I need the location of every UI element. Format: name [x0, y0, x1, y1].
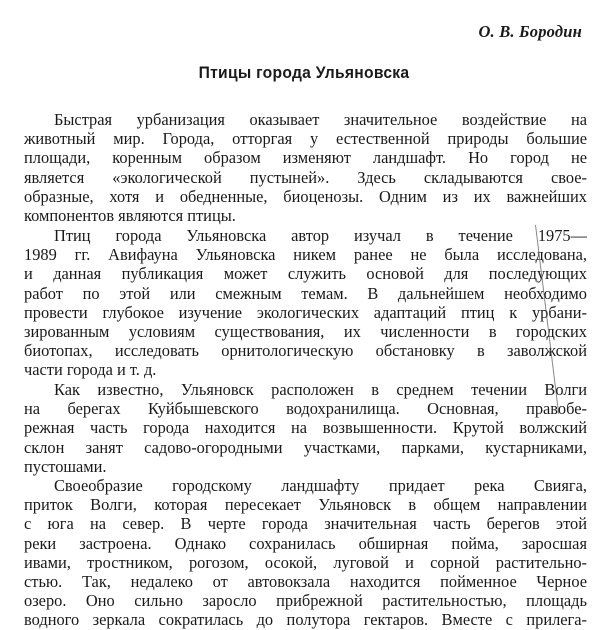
text-line: приток Волги, которая пересекает Ульяновск в общем направлении — [24, 495, 587, 515]
text-line: компонентов являются птицы. — [24, 205, 236, 225]
text-line: пустошами. — [24, 456, 107, 476]
author-name: О. В. Бородин — [478, 22, 582, 41]
text-line: стью. Так, недалеко от автовокзала находится пойменное Черное — [24, 571, 587, 591]
text-line: склон занят садово-огородными участками, парками, кустарниками, — [24, 437, 587, 457]
text-line: ивами, тростником, рогозом, осокой, луговой и сорной растительно- — [24, 552, 587, 572]
text-line: озеро. Оно сильно заросло прибрежной растительностью, площадь — [24, 591, 587, 611]
text-line: части города и т. д. — [24, 360, 157, 380]
text-line: режная часть города находится на возвышенности. Крутой волжский — [24, 418, 587, 438]
article-title: Птицы города Ульяновска — [198, 63, 410, 82]
text-line: биотопах, исследовать орнитологическую обстановку в заволжской — [24, 341, 587, 361]
text-line: образные, хотя и обедненные, биоценозы. Одним из их важнейших — [24, 186, 587, 206]
text-line: Своеобразие городскому ландшафту придает река Свияга, — [54, 476, 587, 495]
text-line: 1989 гг. Авифауна Ульяновска никем ранее не была исследована, — [24, 245, 587, 265]
text-line: является «экологической пустыней». Здесь складываются свое- — [24, 167, 587, 187]
text-line: водного зеркала сократилась до полутора гектаров. Вместе с прилега- — [24, 610, 587, 630]
text-line: Как известно, Ульяновск расположен в среднем течении Волги — [54, 380, 587, 399]
paragraph-geography — [24, 380, 587, 476]
text-line: с юга на север. В черте города значительная часть берегов этой — [24, 514, 587, 534]
paragraph-study-period — [24, 226, 587, 380]
text-line: животный мир. Города, отторгая у естественной природы большие — [24, 129, 587, 149]
text-line: провести глубокое изучение экологических адаптаций птиц к урбани- — [24, 302, 587, 322]
text-line: реки застроена. Однако сохранилась обширная пойма, заросшая — [24, 533, 587, 553]
text-line: Птиц города Ульяновска автор изучал в течение 1975— — [54, 226, 587, 245]
paragraph-sviyaga-river — [24, 476, 587, 630]
text-line: Быстрая урбанизация оказывает значительное воздействие на — [54, 110, 587, 129]
text-line: на берегах Куйбышевского водохранилища. Основная, правобе- — [24, 399, 587, 419]
text-line: и данная публикация может служить основой для последующих — [24, 264, 587, 284]
text-line: площади, коренным образом изменяют ландшафт. Но город не — [24, 148, 587, 168]
text-line: работ по этой или смежным темам. В дальнейшем необходимо — [24, 283, 587, 303]
paragraph-intro — [24, 110, 587, 225]
text-line: зированным условиям существования, их численности в городских — [24, 321, 587, 341]
